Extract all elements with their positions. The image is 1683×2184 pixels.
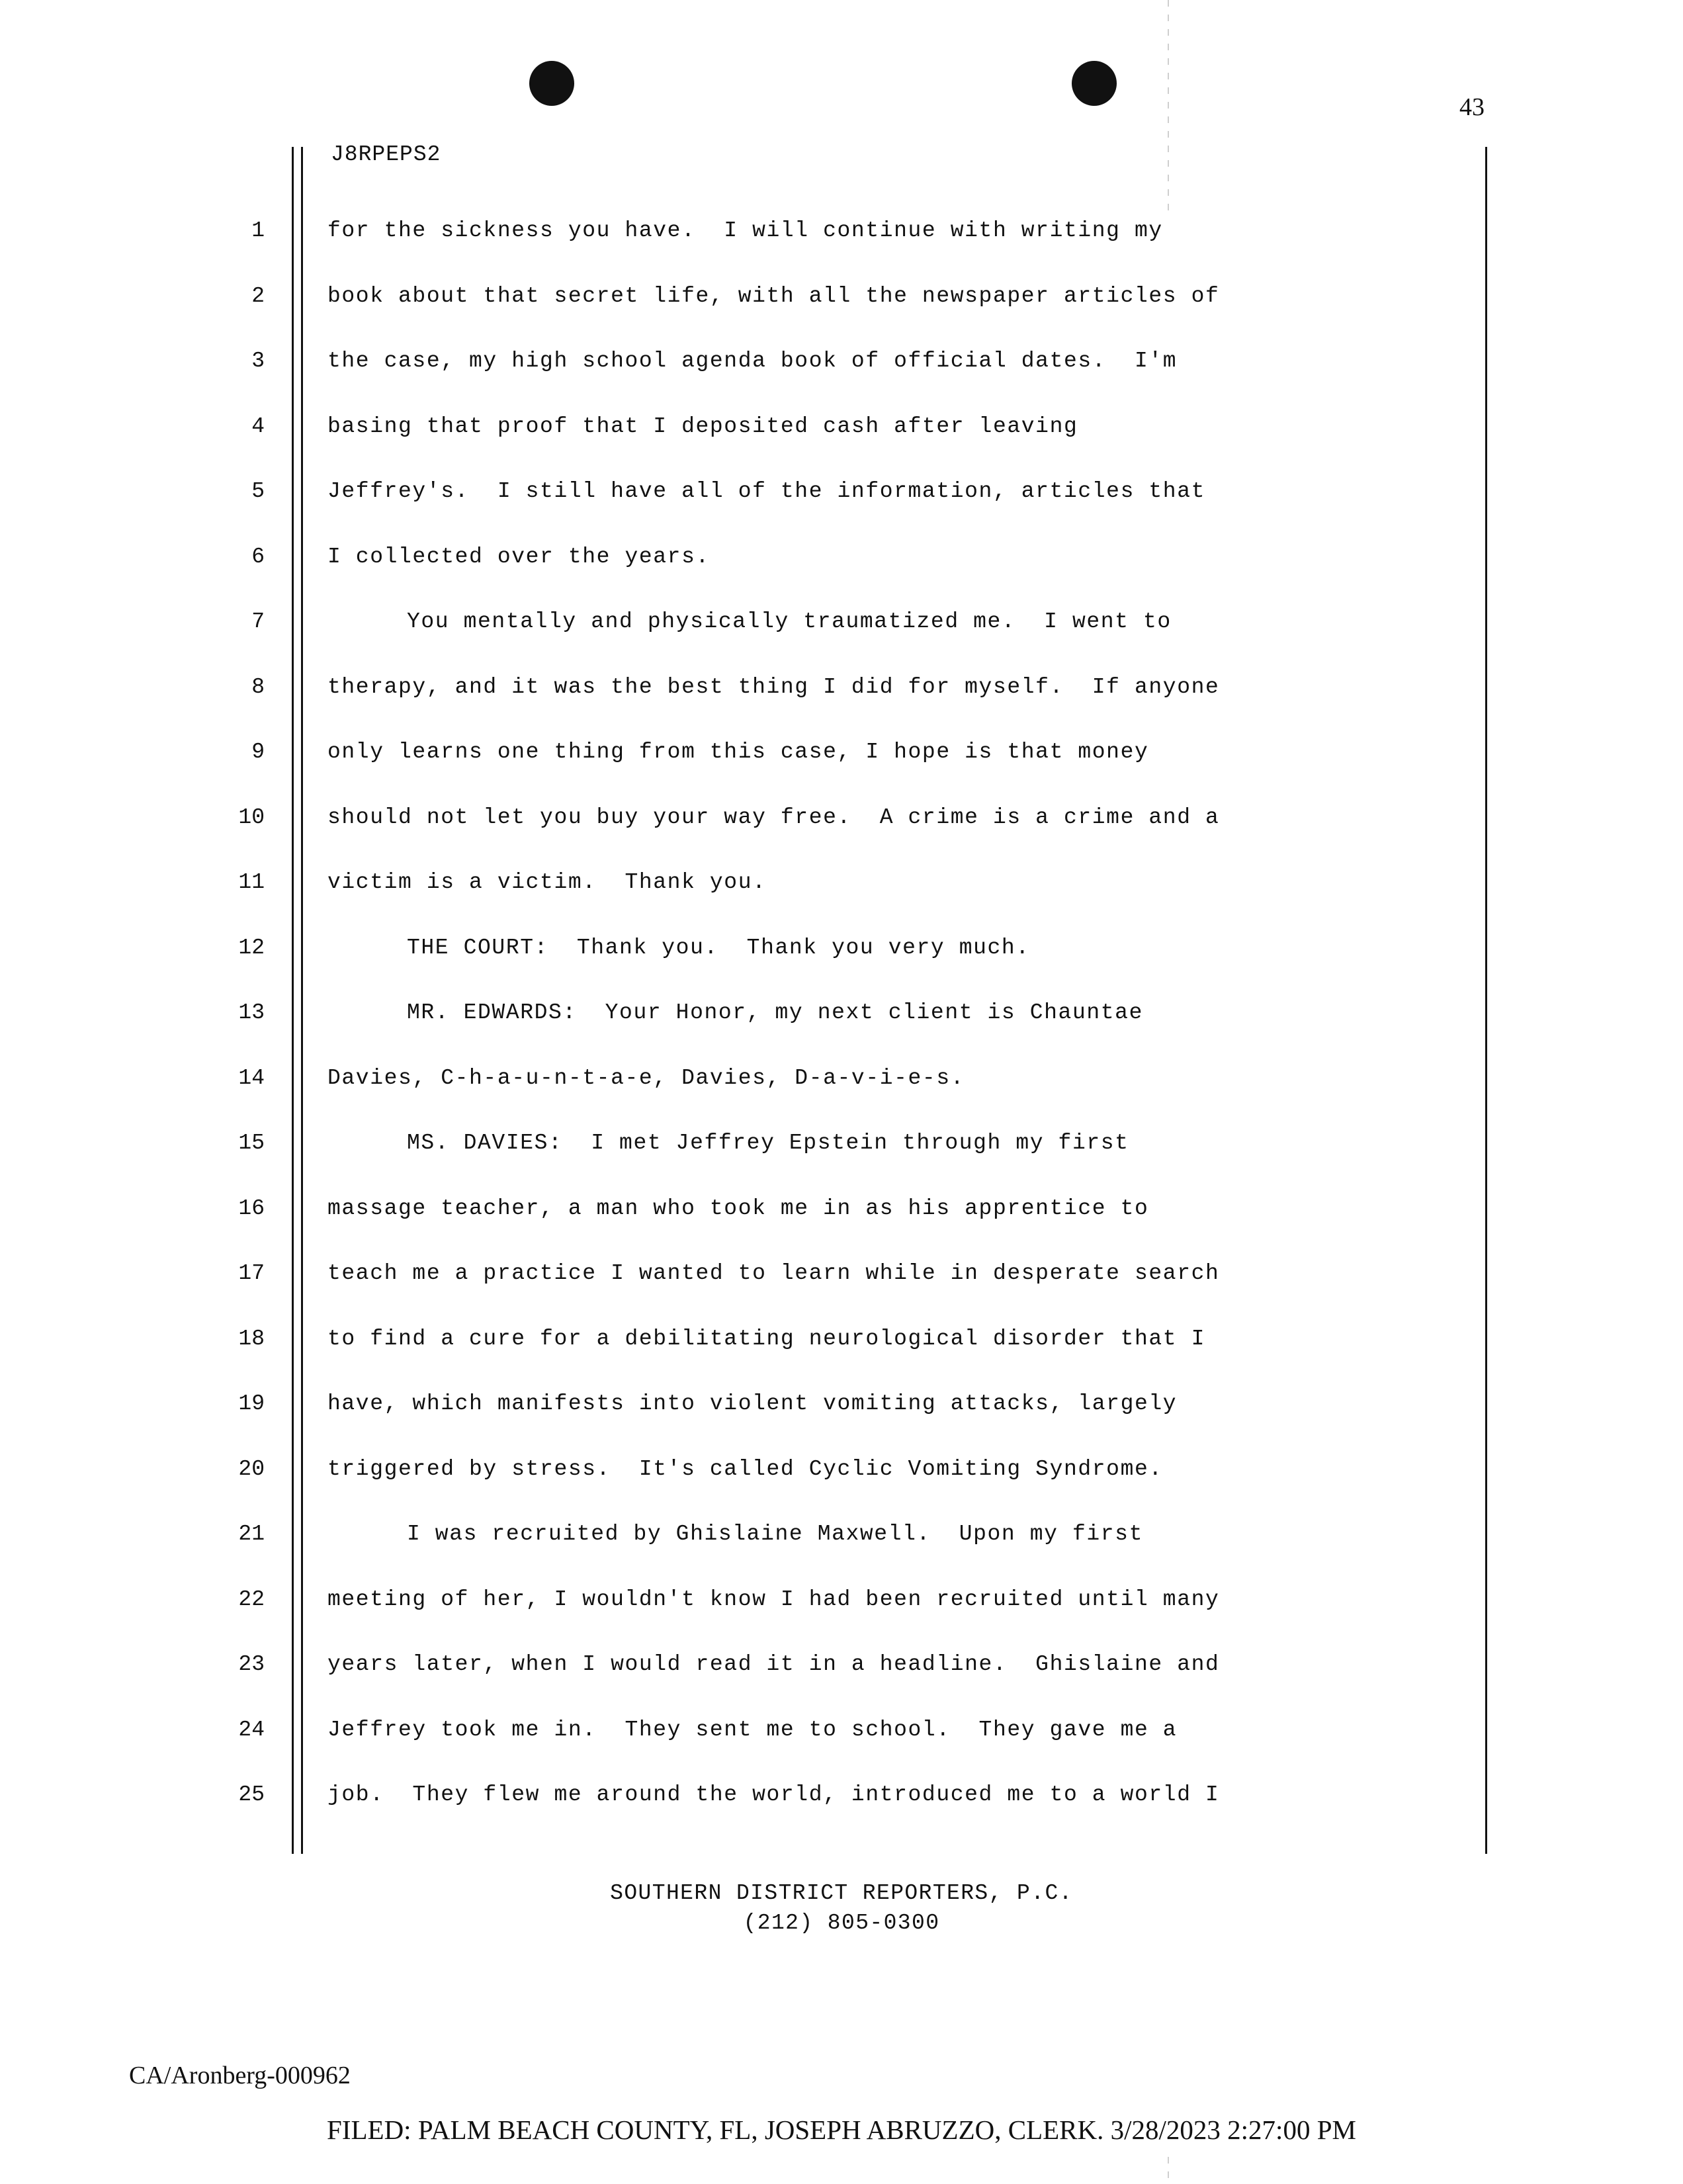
transcript-line xyxy=(0,1718,1683,1783)
transcript-line xyxy=(0,805,1683,871)
line-text: MR. EDWARDS: Your Honor, my next client is Chauntae xyxy=(407,1000,1143,1025)
transcript-line xyxy=(0,936,1683,1001)
line-text: the case, my high school agenda book of official dates. I'm xyxy=(327,349,1178,373)
line-text: I was recruited by Ghislaine Maxwell. Upon my first xyxy=(407,1522,1143,1546)
line-number: 1 xyxy=(251,218,265,243)
line-number: 11 xyxy=(238,870,265,895)
line-number: 4 xyxy=(251,414,265,439)
transcript-line xyxy=(0,1522,1683,1587)
transcript-line xyxy=(0,1391,1683,1457)
line-number: 7 xyxy=(251,609,265,634)
line-text: to find a cure for a debilitating neurological disorder that I xyxy=(327,1326,1205,1351)
transcript-line xyxy=(0,414,1683,480)
line-text: Jeffrey's. I still have all of the information, articles that xyxy=(327,479,1205,503)
transcript-line xyxy=(0,1066,1683,1131)
line-text: You mentally and physically traumatized me. I went to xyxy=(407,609,1172,634)
line-number: 14 xyxy=(238,1065,265,1090)
line-text: only learns one thing from this case, I hope is that money xyxy=(327,740,1149,764)
reporter-name: SOUTHERN DISTRICT REPORTERS, P.C. xyxy=(610,1881,1073,1905)
line-number: 8 xyxy=(251,674,265,699)
transcript-line xyxy=(0,1587,1683,1653)
bates-number: CA/Aronberg-000962 xyxy=(129,2062,351,2089)
line-number: 24 xyxy=(238,1717,265,1742)
line-number: 21 xyxy=(238,1522,265,1546)
line-text: THE COURT: Thank you. Thank you very much. xyxy=(407,935,1030,960)
line-text: triggered by stress. It's called Cyclic Vomiting Syndrome. xyxy=(327,1456,1163,1481)
transcript-line xyxy=(0,740,1683,805)
transcript-line xyxy=(0,545,1683,610)
transcript-line xyxy=(0,479,1683,545)
transcript-line xyxy=(0,1782,1683,1848)
hole-punch-icon xyxy=(1072,61,1117,106)
transcript-line xyxy=(0,1000,1683,1066)
line-text: MS. DAVIES: I met Jeffrey Epstein through my first xyxy=(407,1131,1129,1155)
line-text: massage teacher, a man who took me in as his apprentice to xyxy=(327,1196,1149,1221)
transcript-line xyxy=(0,1196,1683,1262)
transcript-line xyxy=(0,609,1683,675)
line-text: therapy, and it was the best thing I did for myself. If anyone xyxy=(327,674,1220,699)
reporter-footer xyxy=(0,1879,1683,1938)
hole-punch-icon xyxy=(529,61,574,106)
filed-stamp: FILED: PALM BEACH COUNTY, FL, JOSEPH ABRUZZO, CLERK. 3/28/2023 2:27:00 PM xyxy=(327,2115,1356,2145)
line-number: 12 xyxy=(238,935,265,960)
transcript-line xyxy=(0,870,1683,936)
line-number: 16 xyxy=(238,1196,265,1221)
line-number: 5 xyxy=(251,479,265,503)
line-text: meeting of her, I wouldn't know I had been recruited until many xyxy=(327,1587,1220,1612)
line-number: 17 xyxy=(238,1261,265,1286)
transcript-line xyxy=(0,1457,1683,1522)
line-text: victim is a victim. Thank you. xyxy=(327,870,767,895)
scan-artifact-line xyxy=(1168,2157,1169,2184)
line-text: for the sickness you have. I will continue with writing my xyxy=(327,218,1163,243)
line-number: 22 xyxy=(238,1587,265,1612)
line-number: 3 xyxy=(251,349,265,373)
line-number: 2 xyxy=(251,283,265,308)
line-number: 10 xyxy=(238,805,265,830)
line-text: basing that proof that I deposited cash after leaving xyxy=(327,414,1078,439)
line-number: 13 xyxy=(238,1000,265,1025)
transcript-line xyxy=(0,1652,1683,1718)
line-text: Jeffrey took me in. They sent me to school. They gave me a xyxy=(327,1717,1178,1742)
line-text: teach me a practice I wanted to learn while in desperate search xyxy=(327,1261,1220,1286)
line-text: should not let you buy your way free. A crime is a crime and a xyxy=(327,805,1220,830)
page-number: 43 xyxy=(1459,93,1485,121)
line-number: 23 xyxy=(238,1652,265,1677)
line-number: 20 xyxy=(238,1456,265,1481)
transcript-body xyxy=(0,218,1683,1848)
line-text: book about that secret life, with all the newspaper articles of xyxy=(327,283,1220,308)
transcript-line xyxy=(0,218,1683,284)
line-text: have, which manifests into violent vomiting attacks, largely xyxy=(327,1391,1178,1416)
transcript-line xyxy=(0,284,1683,349)
line-number: 18 xyxy=(238,1326,265,1351)
scan-artifact-line xyxy=(1168,0,1169,218)
line-text: I collected over the years. xyxy=(327,544,710,569)
transcript-line xyxy=(0,1131,1683,1196)
line-number: 19 xyxy=(238,1391,265,1416)
transcript-id: J8RPEPS2 xyxy=(331,142,441,167)
line-text: Davies, C-h-a-u-n-t-a-e, Davies, D-a-v-i-e-s. xyxy=(327,1065,965,1090)
line-number: 9 xyxy=(251,740,265,764)
line-number: 15 xyxy=(238,1131,265,1155)
transcript-line xyxy=(0,1261,1683,1327)
transcript-line xyxy=(0,675,1683,740)
line-number: 6 xyxy=(251,544,265,569)
line-text: years later, when I would read it in a headline. Ghislaine and xyxy=(327,1652,1220,1677)
line-text: job. They flew me around the world, introduced me to a world I xyxy=(327,1782,1220,1807)
transcript-line xyxy=(0,349,1683,414)
reporter-phone: (212) 805-0300 xyxy=(743,1910,940,1935)
line-number: 25 xyxy=(238,1782,265,1807)
transcript-line xyxy=(0,1327,1683,1392)
